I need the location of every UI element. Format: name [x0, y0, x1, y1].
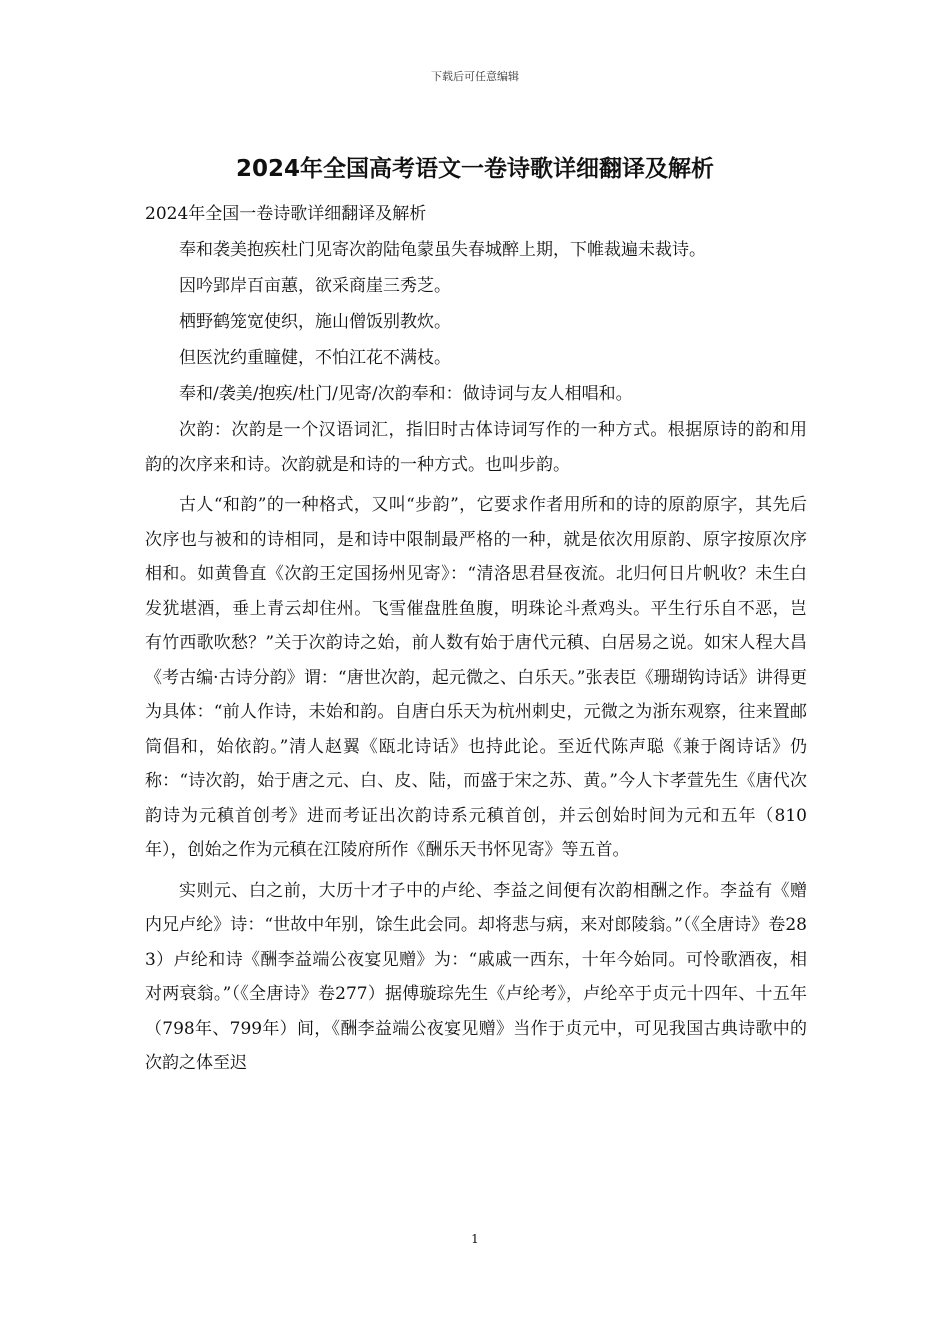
ciyun-definition-paragraph: 次韵：次韵是一个汉语词汇，指旧时古体诗词写作的一种方式。根据原诗的韵和用韵的次序来和诗。次韵就是和诗的一种方式。也叫步韵。: [145, 420, 807, 475]
heyun-history-paragraph: 古人“和韵”的一种格式，又叫“步韵”，它要求作者用所和的诗的原韵原字，其先后次序也与被和的诗相同，是和诗中限制最严格的一种，就是依次用原韵、原字按原次序相和。如黄鲁直《次韵王定国扬州见寄》：“清洛思君昼夜流。北归何日片帆收？未生白发犹堪酒，垂上青云却住州。飞雪催盘胜鱼腹，明珠论斗煮鸡头。平生行乐自不恶，岂有竹西歌吹愁？”关于次韵诗之始，前人数有始于唐代元稹、白居易之说。如宋人程大昌《考古编·古诗分韵》谓：“唐世次韵，起元微之、白乐天。”张表臣《珊瑚钩诗话》讲得更为具体：“前人作诗，未始和韵。自唐白乐天为杭州刺史，元微之为浙东观察，往来置邮筒倡和，始依韵。”清人赵翼《瓯北诗话》也持此论。至近代陈声聪《兼于阁诗话》仍称：“诗次韵，始于唐之元、白、皮、陆，而盛于宋之苏、黄。”今人卞孝萱先生《唐代次韵诗为元稹首创考》进而考证出次韵诗系元稹首创，并云创始时间为元和五年（810年），创始之作为元稹在江陵府所作《酬乐天书怀见寄》等五首。: [145, 495, 807, 860]
poem-line-3: 栖野鹤笼宽使织，施山僧饭别教炊。: [179, 312, 451, 332]
document-body: [145, 197, 807, 1081]
term-breakdown-paragraph: 奉和/袭美/抱疾/杜门/见寄/次韵奉和：做诗词与友人相唱和。: [179, 384, 633, 404]
poem-line-2: 因吟郢岸百亩蕙，欲采商崖三秀芝。: [179, 276, 451, 296]
poem-line-4: 但医沈约重瞳健，不怕江花不满枝。: [179, 348, 451, 368]
page-number: 1: [471, 1232, 479, 1246]
poem-line-1: 奉和袭美抱疾杜门见寄次韵陆龟蒙虽失春城醉上期，下帷裁遍未裁诗。: [179, 240, 706, 260]
page-header: 下载后可任意编辑: [431, 70, 519, 83]
subtitle-paragraph: 2024年全国一卷诗歌详细翻译及解析: [145, 204, 427, 224]
document-title: 2024年全国高考语文一卷诗歌详细翻译及解析: [235, 156, 714, 182]
yuan-bai-paragraph: 实则元、白之前，大历十才子中的卢纶、李益之间便有次韵相酬之作。李益有《赠内兄卢纶》诗：“世故中年别，馀生此会同。却将悲与病，来对郎陵翁。”（《全唐诗》卷283）卢纶和诗《酬李益端公夜宴见赠》为：“戚戚一西东，十年今始同。可怜歌酒夜，相对两衰翁。”（《全唐诗》卷277）据傅璇琮先生《卢纶考》，卢纶卒于贞元十四年、十五年（798年、799年）间，《酬李益端公夜宴见赠》当作于贞元中，可见我国古典诗歌中的次韵之体至迟: [145, 880, 807, 1073]
